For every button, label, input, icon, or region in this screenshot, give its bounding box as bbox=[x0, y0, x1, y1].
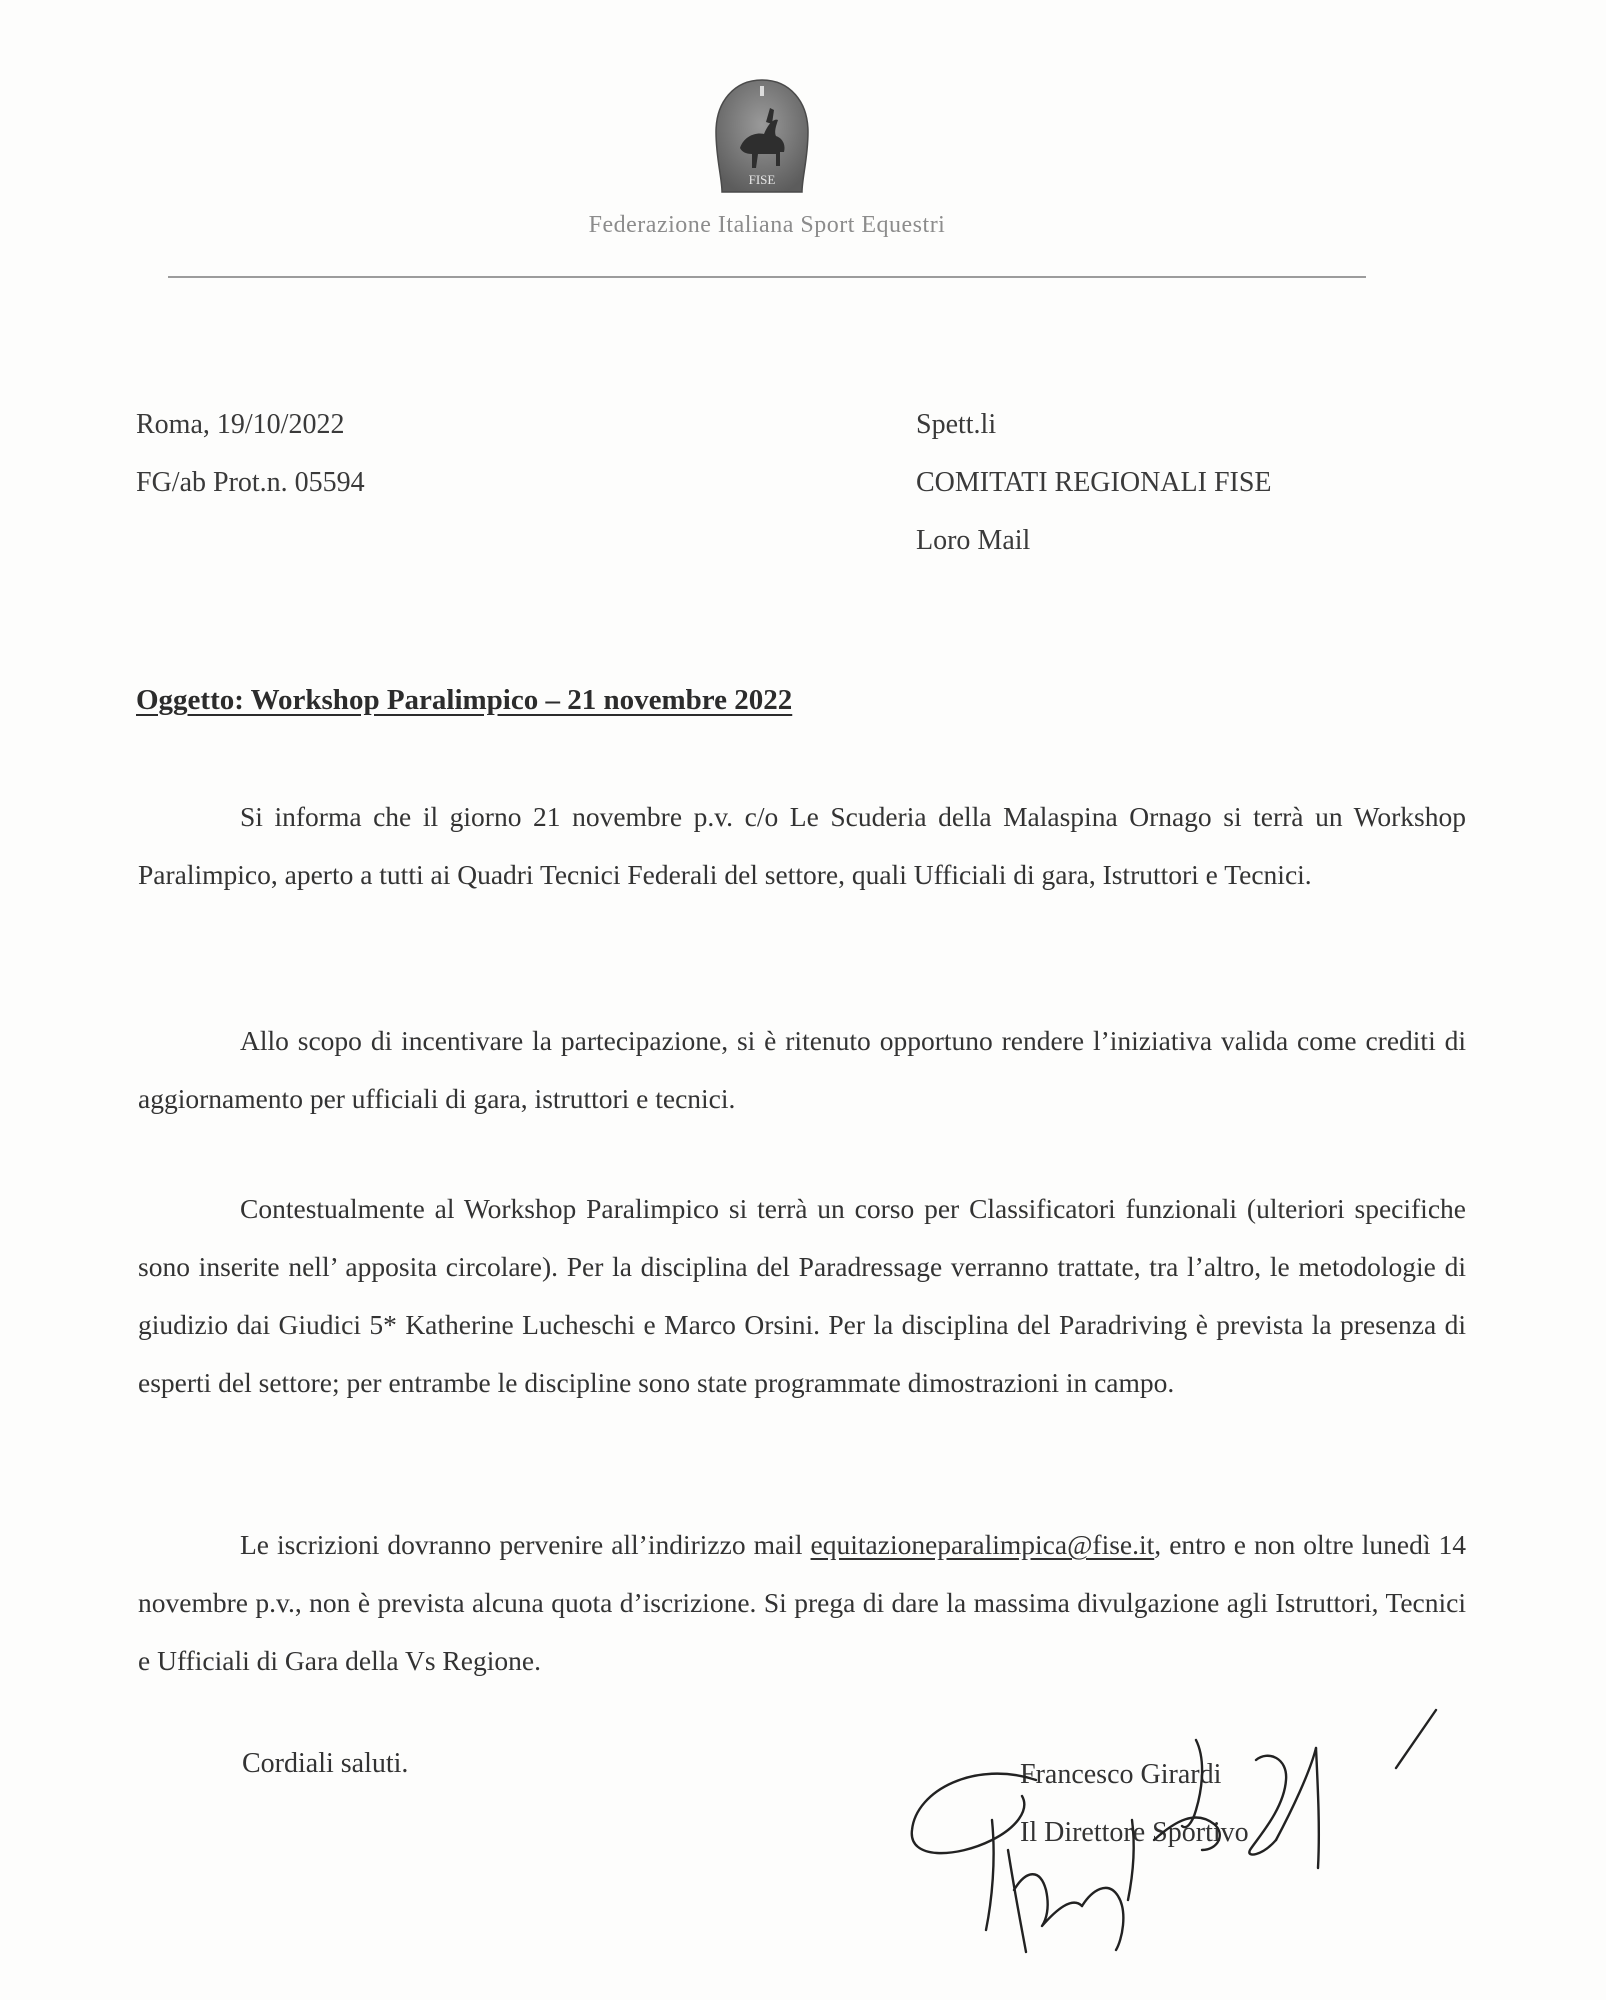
handwritten-signature bbox=[896, 1700, 1456, 1960]
signer-name: Francesco Girardi bbox=[1020, 1759, 1222, 1790]
fise-logo bbox=[712, 78, 812, 196]
body-paragraph-2: Allo scopo di incentivare la partecipazione, si è ritenuto opportuno rendere l’iniziativa valida come crediti di aggiornamento per ufficiali di gara, istruttori e tecnici. bbox=[138, 1025, 1466, 1114]
recipient-salutation: Spett.li bbox=[916, 409, 997, 440]
signer-title: Il Direttore Sportivo bbox=[1020, 1817, 1249, 1848]
registration-text-tail: , entro e non oltre lunedì 14 novembre p.v., non è prevista alcuna quota d’iscrizione. Si prega di dare la massima divulgazione agli Istruttori, Tecnici e Ufficiali di Gara della Vs Regione. bbox=[138, 1529, 1466, 1676]
logo-wordmark: FISE bbox=[748, 172, 776, 187]
registration-email-link[interactable]: equitazioneparalimpica@fise.it bbox=[810, 1529, 1155, 1560]
closing-greeting: Cordiali saluti. bbox=[242, 1748, 409, 1779]
body-paragraph-1: Si informa che il giorno 21 novembre p.v. c/o Le Scuderia della Malaspina Ornago si terrà un Workshop Paralimpico, aperto a tutti ai Quadri Tecnici Federali del settore, quali Ufficiali di gara, Istruttori e Tecnici. bbox=[138, 801, 1466, 890]
body-paragraph-3: Contestualmente al Workshop Paralimpico si terrà un corso per Classificatori funzionali (ulteriori specifiche sono inserite nell’ apposita circolare). Per la disciplina del Paradressage verranno trattate, tra l’altro, le metodologie di giudizio dai Giudici 5* Katherine Lucheschi e Marco Orsini. Per la disciplina del Paradriving è prevista la presenza di esperti del settore; per entrambe le discipline sono state programmate dimostrazioni in campo. bbox=[138, 1193, 1466, 1398]
registration-text-lead: Le iscrizioni dovranno pervenire all’indirizzo mail bbox=[240, 1529, 811, 1560]
place-date: Roma, 19/10/2022 bbox=[136, 409, 345, 440]
organization-name: Federazione Italiana Sport Equestri bbox=[588, 212, 946, 238]
protocol-number: FG/ab Prot.n. 05594 bbox=[136, 467, 365, 498]
recipient-block bbox=[916, 396, 1272, 570]
recipient-delivery: Loro Mail bbox=[916, 525, 1031, 556]
subject-line: Oggetto: Workshop Paralimpico – 21 novembre 2022 bbox=[136, 684, 793, 716]
body-paragraph-4 bbox=[138, 1516, 1466, 1690]
header-divider bbox=[168, 276, 1366, 278]
recipient-name: COMITATI REGIONALI FISE bbox=[916, 467, 1272, 498]
sender-block bbox=[136, 396, 365, 512]
